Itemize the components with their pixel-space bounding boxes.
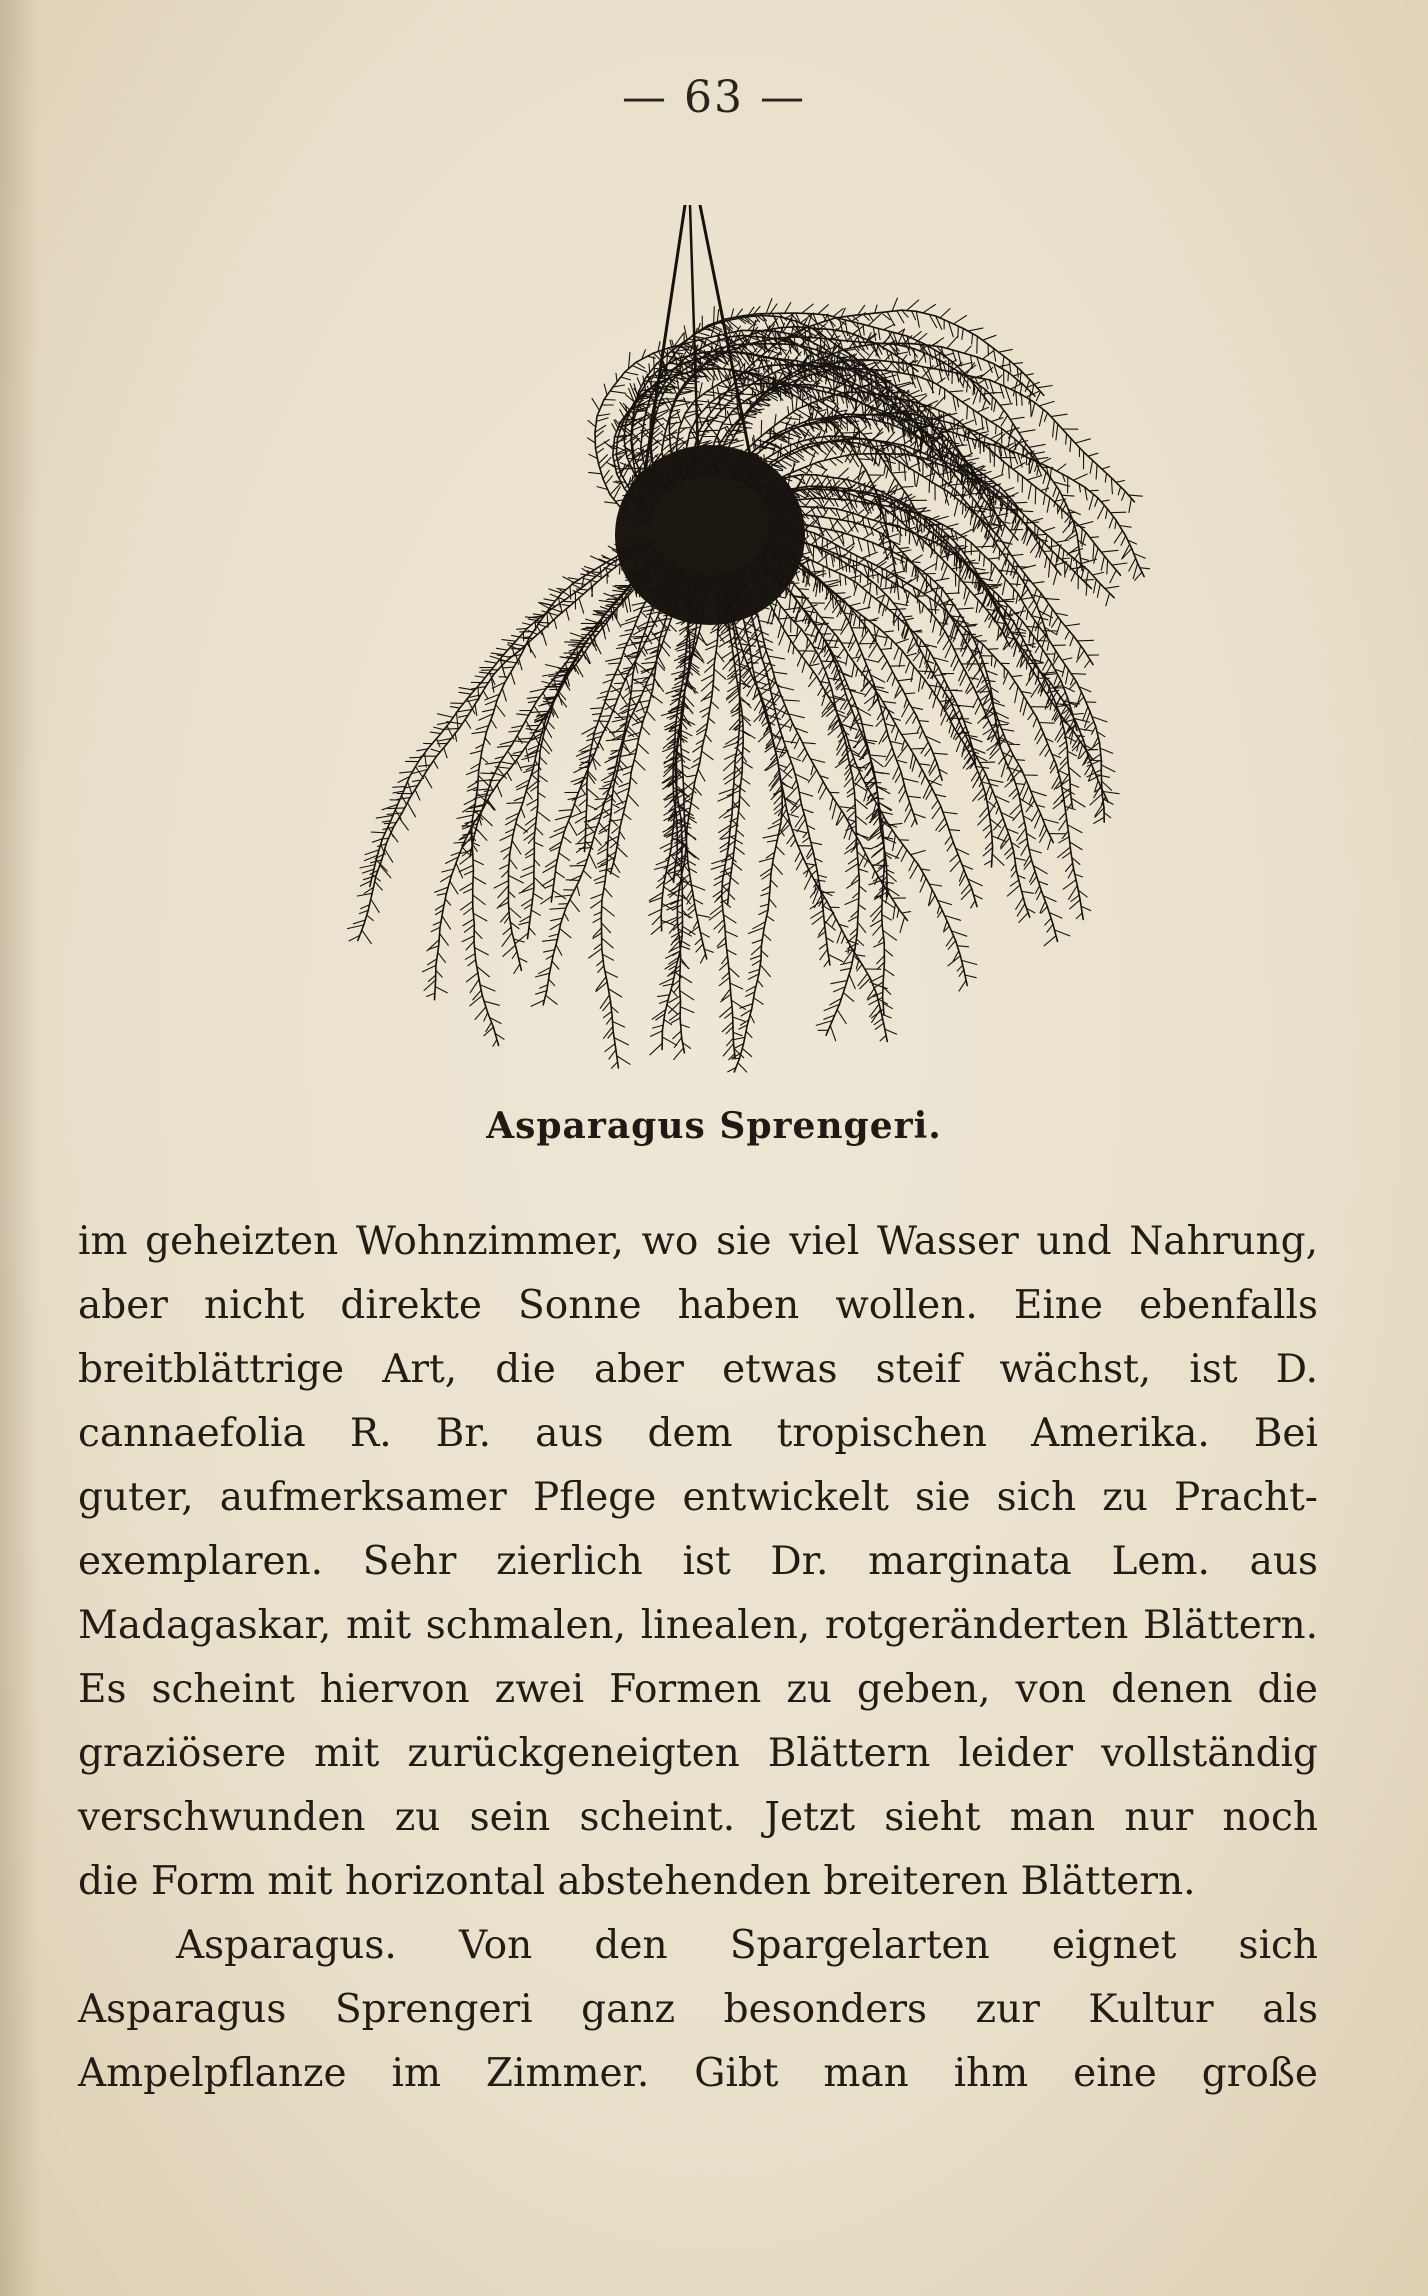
- text-line: cannaefolia R. Br. aus dem tropischen Amerika. Bei: [78, 1411, 1318, 1456]
- page-number: — 63 —: [622, 72, 806, 123]
- text-line: guter, aufmerksamer Pflege entwickelt sie sich zu Pracht-: [78, 1475, 1318, 1520]
- text-line: Ampelpflanze im Zimmer. Gibt man ihm eine große: [78, 2051, 1318, 2096]
- text-line: exemplaren. Sehr zierlich ist Dr. marginata Lem. aus: [78, 1539, 1318, 1584]
- text-line: im geheizten Wohnzimmer, wo sie viel Wasser und Nahrung,: [78, 1219, 1318, 1264]
- text-line: graziösere mit zurückgeneigten Blättern leider vollständig: [78, 1731, 1318, 1776]
- figure-caption: Asparagus Sprengeri.: [486, 1105, 942, 1147]
- text-line: breitblättrige Art, die aber etwas steif wächst, ist D.: [78, 1347, 1318, 1392]
- text-line: Asparagus Sprengeri ganz besonders zur Kultur als: [78, 1987, 1318, 2032]
- asparagus-illustration: [290, 205, 1150, 1085]
- text-line: Asparagus. Von den Spargelarten eignet sich: [176, 1923, 1318, 1968]
- text-line: Madagaskar, mit schmalen, linealen, rotgeränderten Blättern.: [78, 1603, 1318, 1648]
- body-text: [78, 1210, 1318, 2106]
- text-line: Es scheint hiervon zwei Formen zu geben, von denen die: [78, 1667, 1318, 1712]
- page-edge-shadow: [0, 0, 40, 2296]
- text-line: aber nicht direkte Sonne haben wollen. Eine ebenfalls: [78, 1283, 1318, 1328]
- text-line: verschwunden zu sein scheint. Jetzt sieht man nur noch: [78, 1795, 1318, 1840]
- text-line: die Form mit horizontal abstehenden breiteren Blättern.: [78, 1859, 1196, 1904]
